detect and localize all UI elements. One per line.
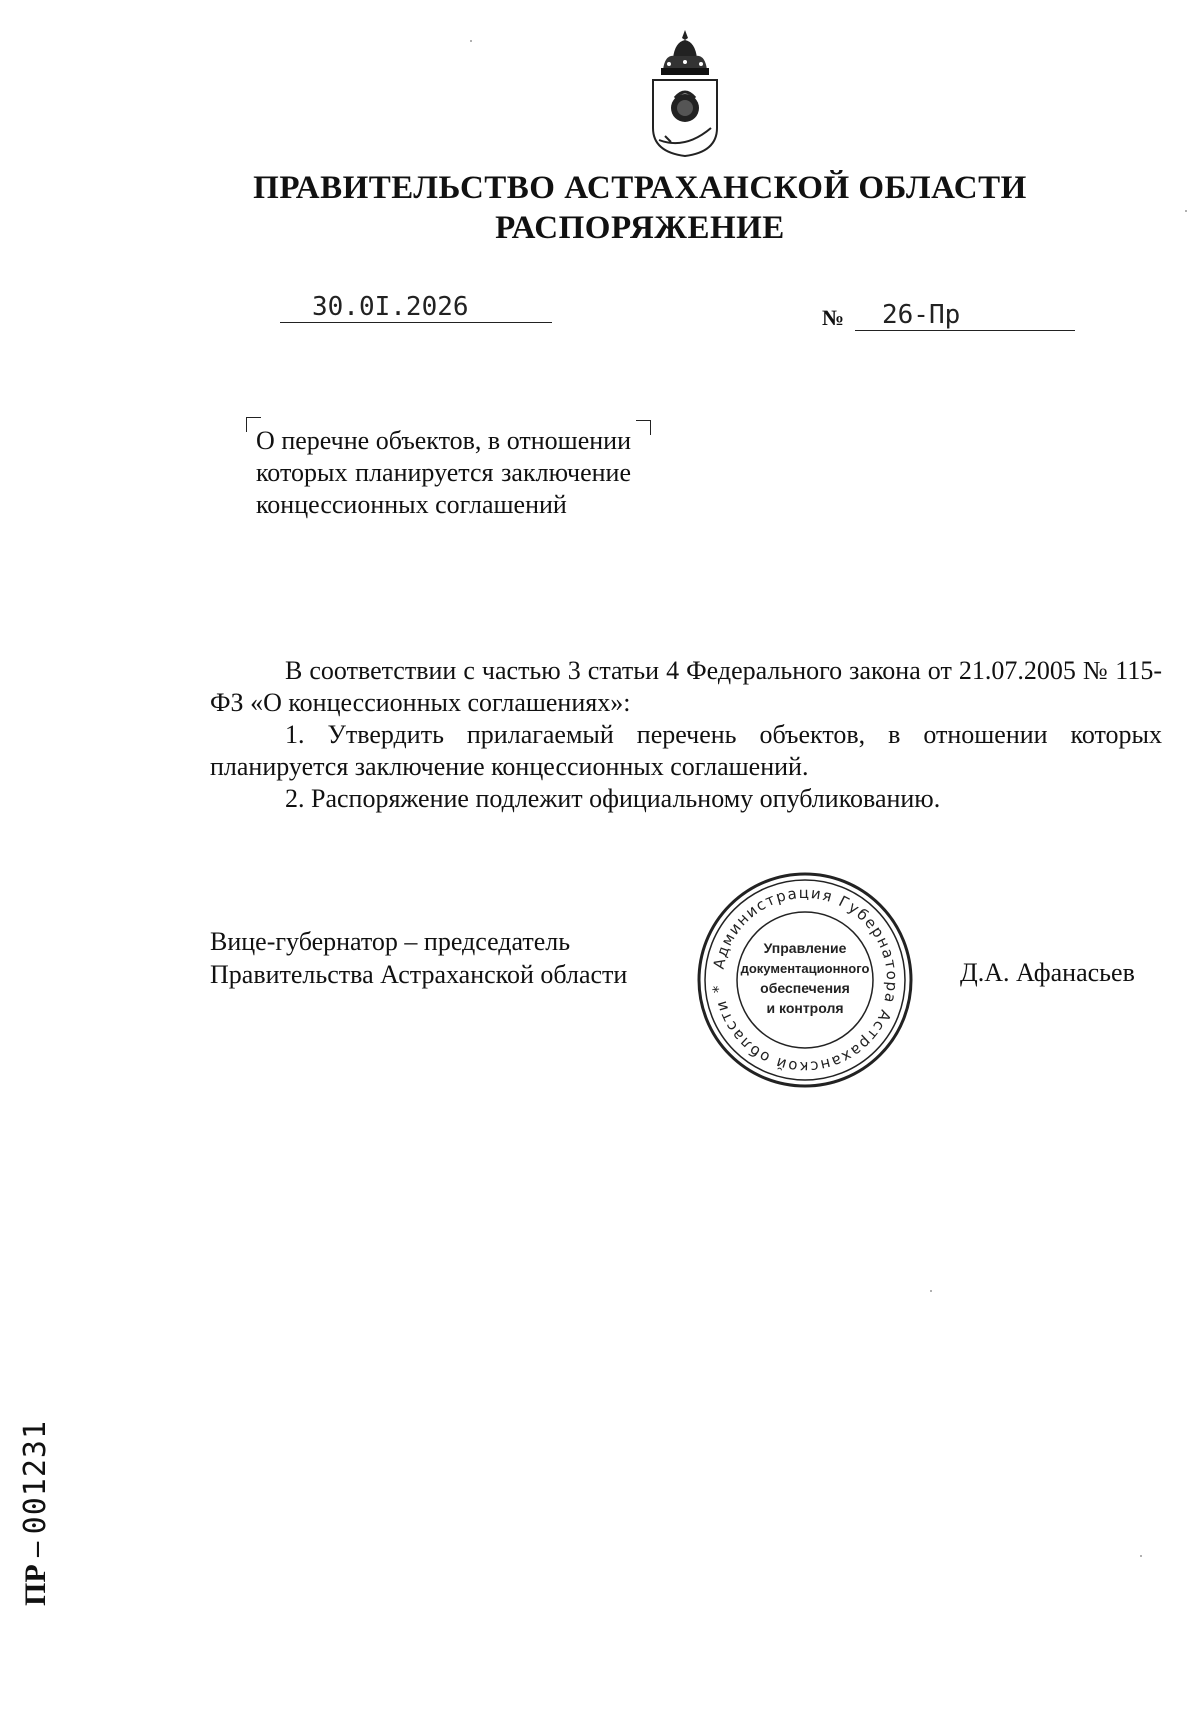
government-title: ПРАВИТЕЛЬСТВО АСТРАХАНСКОЙ ОБЛАСТИ — [253, 170, 1027, 206]
stamp-line-3: обеспечения — [760, 980, 850, 996]
document-body — [210, 655, 1162, 815]
item-2-paragraph: 2. Распоряжение подлежит официальному опубликованию. — [285, 784, 941, 813]
stamp-line-4: и контроля — [766, 1000, 844, 1016]
stamp-line-1: Управление — [763, 940, 847, 956]
registration-number: 001231 — [18, 1419, 53, 1535]
number-sign: № — [822, 305, 845, 330]
preamble-paragraph: В соответствии с частью 3 статьи 4 Федерального закона от 21.07.2005 № 115-ФЗ «О концессионных соглашениях»: — [210, 656, 1162, 717]
position-line-1: Вице-губернатор – председатель — [210, 927, 571, 956]
signatory-position — [210, 925, 627, 991]
registration-prefix: ПР – — [19, 1541, 52, 1606]
position-line-2: Правительства Астраханской области — [210, 960, 628, 989]
scan-speck — [470, 40, 472, 42]
item-1-paragraph: 1. Утвердить прилагаемый перечень объектов, в отношении которых планируется заключение концессионных соглашений. — [210, 720, 1162, 781]
scan-speck — [1185, 210, 1187, 212]
subject-bracket-right — [636, 420, 651, 435]
scan-speck — [1140, 1555, 1142, 1557]
signatory-name: Д.А. Афанасьев — [960, 958, 1135, 987]
document-number: 26-Пр — [882, 300, 961, 330]
stamp-line-2: документационного — [740, 961, 870, 976]
official-stamp — [695, 870, 915, 1090]
registration-mark — [18, 1306, 58, 1606]
scan-speck — [930, 1290, 932, 1292]
coat-of-arms-emblem — [645, 28, 725, 158]
document-type-title: РАСПОРЯЖЕНИЕ — [495, 210, 785, 246]
document-subject: О перечне объектов, в отношении которых планируется заключение концессионных соглашений — [256, 426, 631, 519]
stamp-ring-text: Администрация Губернатора Астраханской области * — [709, 883, 902, 1077]
document-date: 30.0I.2026 — [312, 292, 469, 322]
